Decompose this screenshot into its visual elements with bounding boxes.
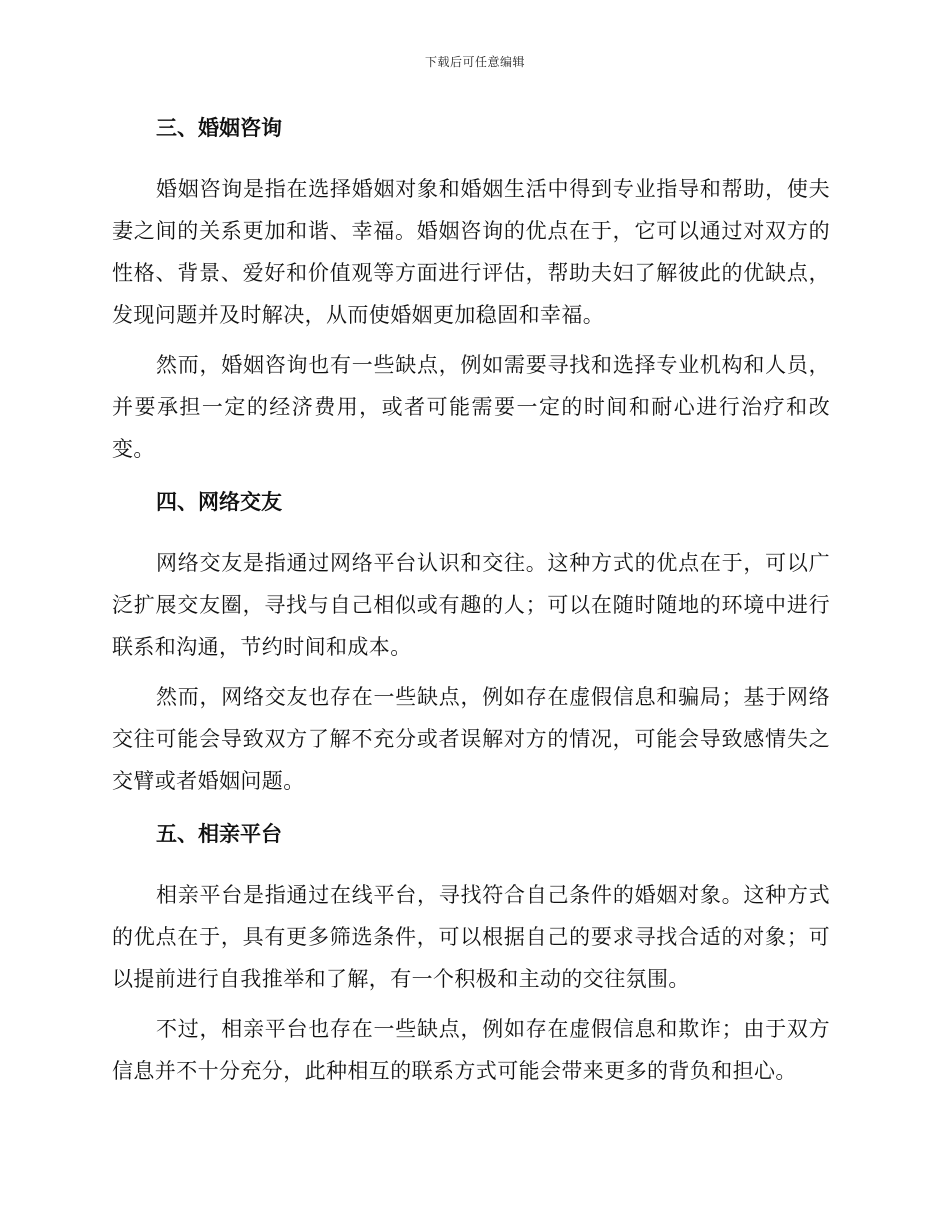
section-matchmaking-platform	[112, 818, 830, 1092]
paragraph: 然而，网络交友也存在一些缺点，例如存在虚假信息和骗局；基于网络交往可能会导致双方了解不充分或者误解对方的情况，可能会导致感情失之交臂或者婚姻问题。	[112, 685, 830, 793]
section-heading: 五、相亲平台	[156, 821, 282, 846]
section-heading: 三、婚姻咨询	[156, 115, 282, 140]
section-online-dating	[112, 486, 830, 802]
document-body	[112, 112, 830, 1092]
section-heading: 四、网络交友	[156, 489, 282, 514]
section-marriage-counseling	[112, 112, 830, 470]
paragraph: 然而，婚姻咨询也有一些缺点，例如需要寻找和选择专业机构和人员，并要承担一定的经济费用，或者可能需要一定的时间和耐心进行治疗和改变。	[112, 353, 830, 461]
paragraph: 婚姻咨询是指在选择婚姻对象和婚姻生活中得到专业指导和帮助，使夫妻之间的关系更加和谐、幸福。婚姻咨询的优点在于，它可以通过对双方的性格、背景、爱好和价值观等方面进行评估，帮助夫妇了解彼此的优缺点，发现问题并及时解决，从而使婚姻更加稳固和幸福。	[112, 177, 830, 327]
paragraph: 相亲平台是指通过在线平台，寻找符合自己条件的婚姻对象。这种方式的优点在于，具有更多筛选条件，可以根据自己的要求寻找合适的对象；可以提前进行自我推举和了解，有一个积极和主动的交往氛围。	[112, 883, 830, 991]
page-header: 下载后可任意编辑	[424, 55, 525, 69]
paragraph: 网络交友是指通过网络平台认识和交往。这种方式的优点在于，可以广泛扩展交友圈，寻找与自己相似或有趣的人；可以在随时随地的环境中进行联系和沟通，节约时间和成本。	[112, 551, 830, 659]
paragraph: 不过，相亲平台也存在一些缺点，例如存在虚假信息和欺诈；由于双方信息并不十分充分，此种相互的联系方式可能会带来更多的背负和担心。	[112, 1017, 830, 1083]
